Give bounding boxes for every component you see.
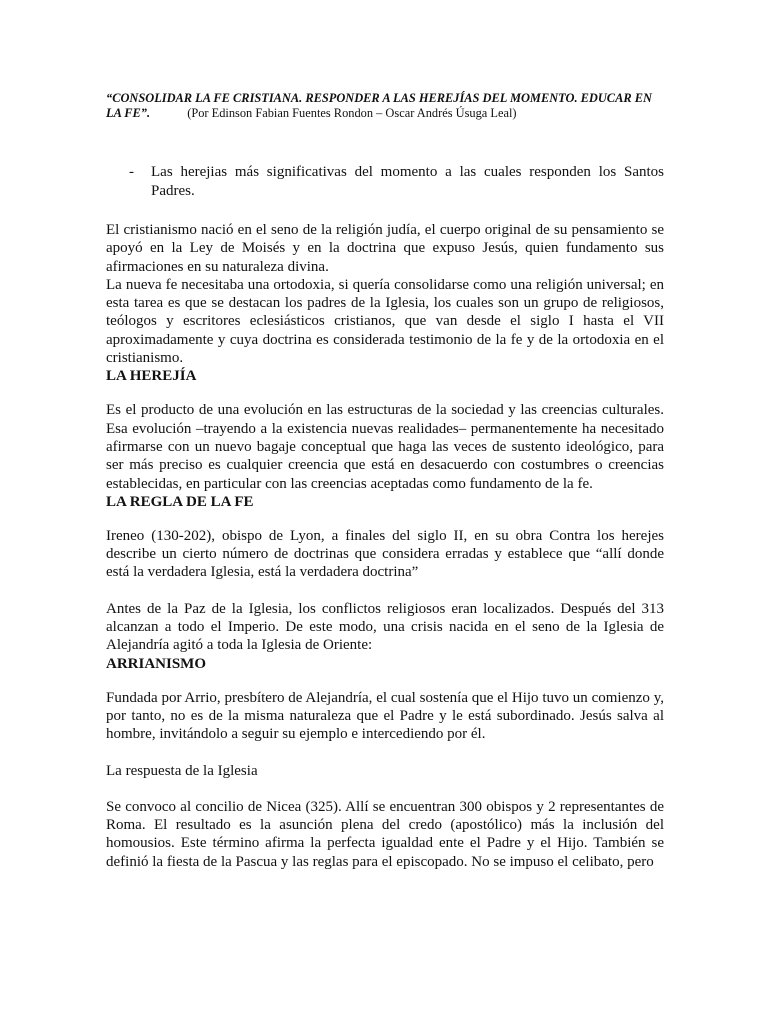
arrianismo-paragraph: Fundada por Arrio, presbítero de Alejandría, el cual sostenía que el Hijo tuvo un comienzo y, por tanto, no es de la misma naturaleza que el Padre y le está subordinado. Jesús salva al hombre, invitándolo a seguir su ejemplo e intercediendo por él. — [106, 689, 664, 743]
subheading-respuesta-iglesia: La respuesta de la Iglesia — [106, 762, 258, 779]
bullet-marker: - — [129, 164, 134, 180]
respuesta-paragraph: Se convoco al concilio de Nicea (325). Allí se encuentran 300 obispos y 2 representantes de Roma. El resultado es la asunción plena del credo (apostólico) más la inclusión del homousios. Este término afirma la perfecta igualdad ente el Padre y el Hijo. También se definió la fiesta de la Pascua y las reglas para el episcopado. No se impuso el celibato, pero — [106, 798, 664, 870]
herejia-paragraph: Es el producto de una evolución en las estructuras de la sociedad y las creencias culturales. Esa evolución –trayendo a la existencia nuevas realidades– permanentemente ha necesitado afirmarse con un nuevo bagaje conceptual que haga las veces de sustento ideológico, para ser más preciso es cualquier creencia que está en desacuerdo con costumbres o creencias establecidas, en particular con las creencias aceptadas como fundamento de la fe. — [106, 402, 664, 492]
document-authors: (Por Edinson Fabian Fuentes Rondon – Oscar Andrés Úsuga Leal) — [187, 106, 517, 120]
intro-paragraph-2: La nueva fe necesitaba una ortodoxia, si quería consolidarse como una religión universal; en esta tarea es que se destacan los padres de la Iglesia, los cuales son un grupo de religiosos, teólogos y escritores eclesiásticos cristianos, que van desde el siglo I hasta el VII aproximadamente y cuya doctrina es considerada testimonio de la fe y de la ortodoxia en el cristianismo. — [106, 276, 664, 367]
section-heading-regla-de-la-fe: LA REGLA DE LA FE — [106, 493, 254, 510]
section-heading-arrianismo: ARRIANISMO — [106, 655, 207, 672]
document-title: “CONSOLIDAR LA FE CRISTIANA. RESPONDER A LAS HEREJÍAS DEL MOMENTO. EDUCAR EN LA FE”. — [106, 91, 652, 120]
intro-paragraph-1: El cristianismo nació en el seno de la religión judía, el cuerpo original de su pensamiento se apoyó en la Ley de Moisés y en la doctrina que expuso Jesús, quien fundamento sus afirmaciones en su naturaleza divina. — [106, 222, 664, 275]
list-item-text: Las herejias más significativas del momento a las cuales responden los Santos Padres. — [151, 164, 664, 199]
document-header — [106, 91, 664, 121]
regla-paragraph-2: Antes de la Paz de la Iglesia, los conflictos religiosos eran localizados. Después del 313 alcanzan a todo el Imperio. De este modo, una crisis nacida en el seno de la Iglesia de Alejandría agitó a toda la Iglesia de Oriente: — [106, 600, 664, 654]
regla-paragraph-1: Ireneo (130-202), obispo de Lyon, a finales del siglo II, en su obra Contra los herejes describe un cierto número de doctrinas que considera erradas y establece que “allí donde está la verdadera Iglesia, está la verdadera doctrina” — [106, 527, 664, 581]
section-heading-herejia: LA HEREJÍA — [106, 368, 197, 385]
list-item — [106, 163, 664, 201]
bullet-list — [106, 163, 664, 201]
